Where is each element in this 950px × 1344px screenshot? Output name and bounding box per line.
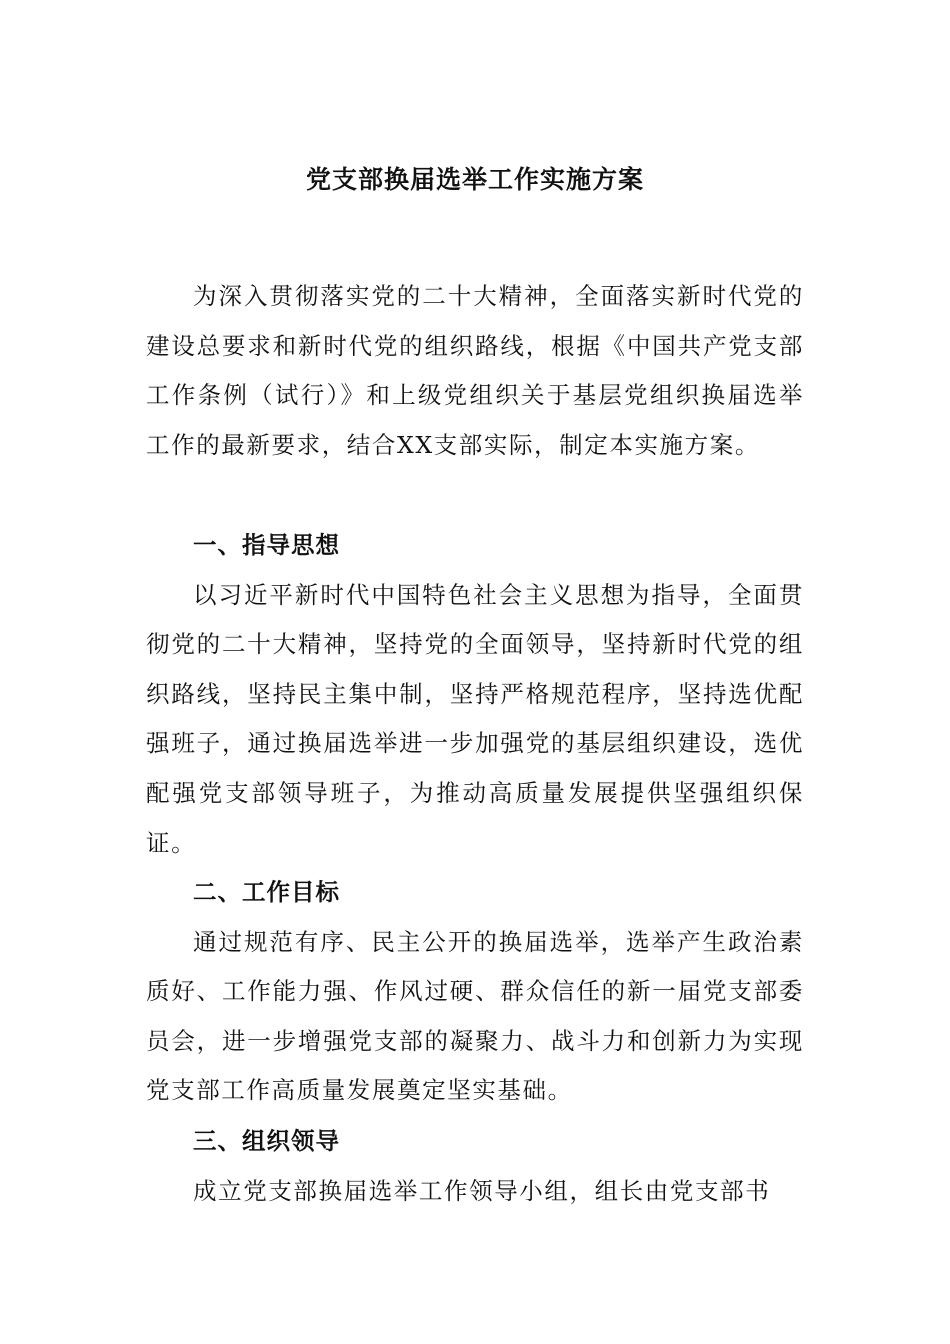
section-work-goals [146,868,804,1116]
section-heading: 二、工作目标 [193,878,340,906]
document-title: 党支部换届选举工作实施方案 [305,165,644,194]
intro-block [146,272,804,470]
section-paragraph: 成立党支部换届选举工作领导小组，组长由党支部书 [193,1176,771,1205]
section-organization-leadership [146,1117,804,1216]
section-paragraph: 以习近平新时代中国特色社会主义思想为指导，全面贯彻党的二十大精神，坚持党的全面领导，坚持新时代党的组织路线，坚持民主集中制，坚持严格规范程序，坚持选优配强班子，通过换届选举进一步加强党的基层组织建设，选优配强党支部领导班子，为推动高质量发展提供坚强组织保证。 [146,580,804,857]
section-paragraph: 通过规范有序、民主公开的换届选举，选举产生政治素质好、工作能力强、作风过硬、群众信任的新一届党支部委员会，进一步增强党支部的凝聚力、战斗力和创新力为实现党支部工作高质量发展奠定坚实基础。 [146,927,804,1105]
intro-paragraph: 为深入贯彻落实党的二十大精神，全面落实新时代党的建设总要求和新时代党的组织路线，根据《中国共产党支部工作条例（试行）》和上级党组织关于基层党组织换届选举工作的最新要求，结合XX支部实际，制定本实施方案。 [146,282,804,459]
section-heading: 三、组织领导 [193,1127,340,1155]
section-guiding-ideology [146,521,804,868]
section-heading: 一、指导思想 [193,531,340,559]
